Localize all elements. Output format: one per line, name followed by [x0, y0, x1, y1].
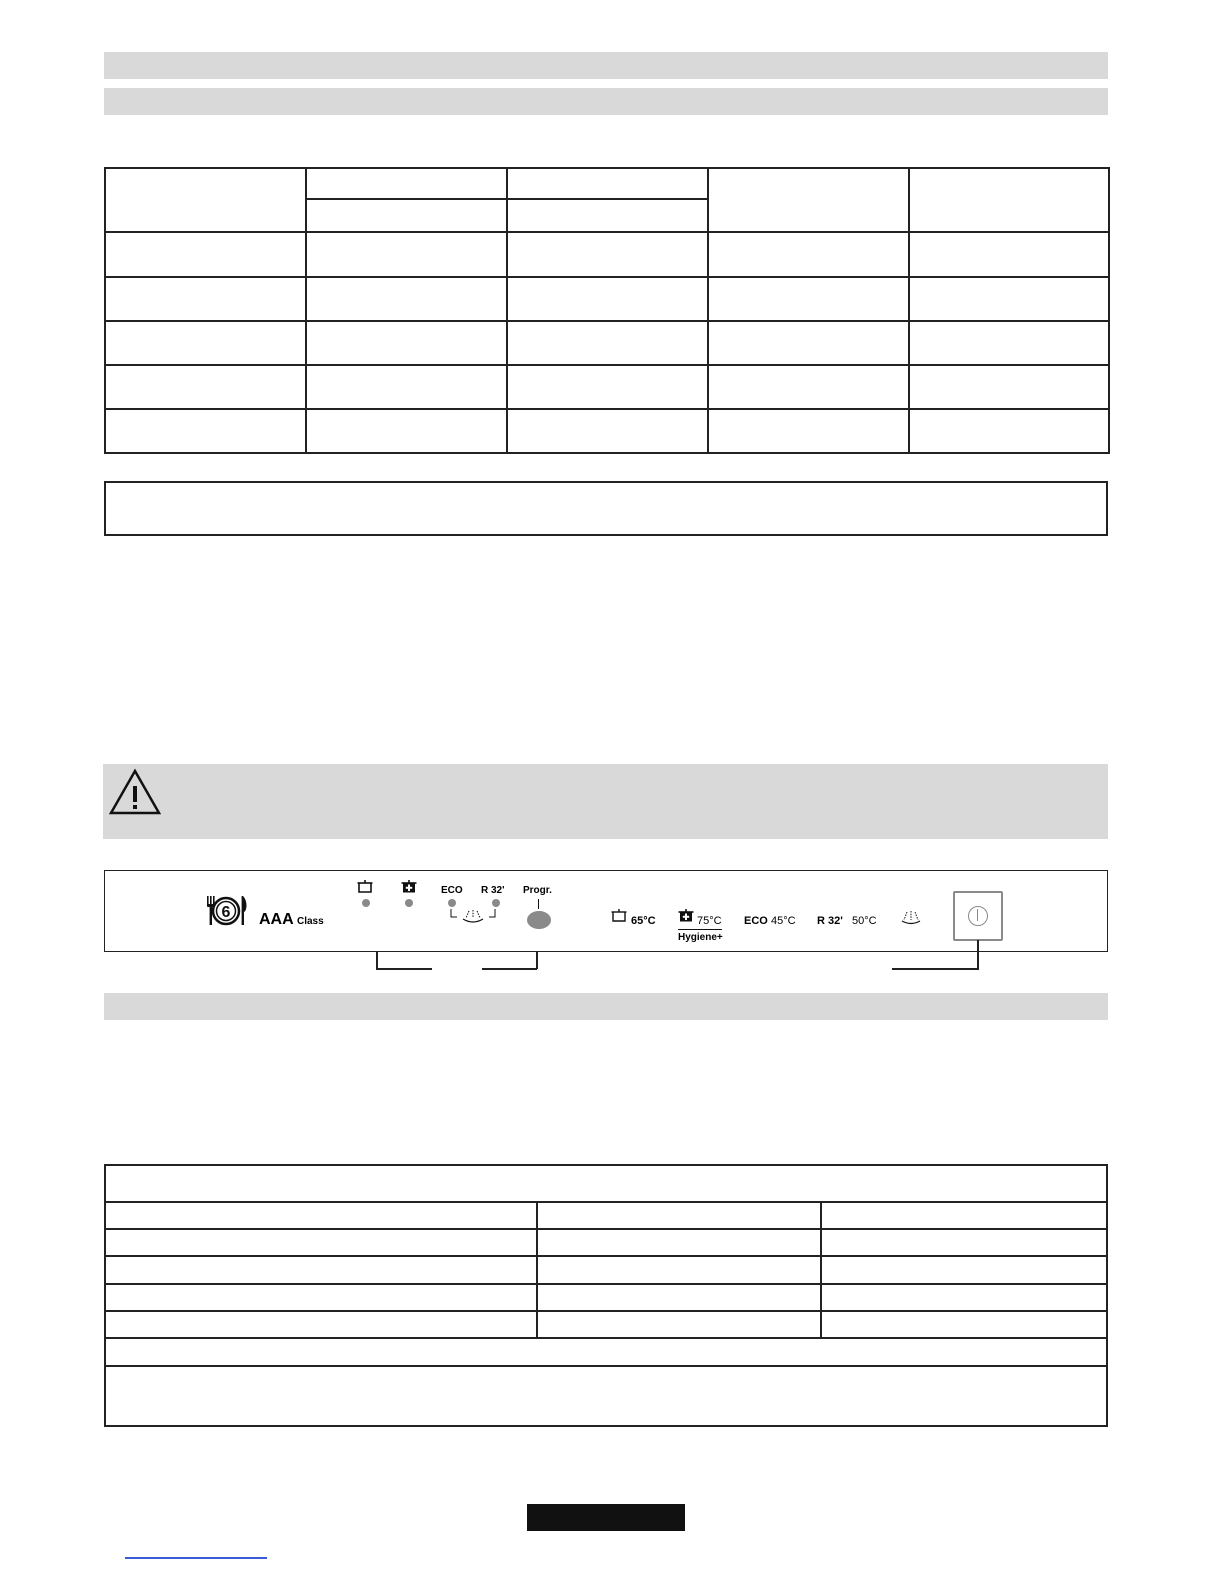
progr-pointer: [538, 899, 539, 909]
header-band-1: [104, 52, 1108, 79]
table-row-divider: [106, 1365, 1106, 1367]
note-box: [104, 481, 1108, 536]
led-hygiene: [405, 899, 413, 907]
progr-label: Progr.: [523, 885, 552, 896]
led-eco: [448, 899, 456, 907]
table-cell: [708, 168, 909, 232]
table-row-divider: [106, 1283, 1106, 1285]
hygiene-pot-icon: [401, 880, 417, 894]
program-eco-temp: 45°C: [771, 915, 796, 927]
place-settings-number: 6: [221, 904, 231, 921]
program-rapid-temp: 50°C: [852, 915, 877, 927]
page-number-tab: [527, 1504, 685, 1531]
footer-link[interactable]: [125, 1557, 267, 1559]
leader-line: [536, 952, 538, 969]
table-cell: [507, 199, 708, 232]
table-cell: [306, 168, 507, 199]
power-button[interactable]: [953, 891, 1003, 941]
program-hygiene-sub: Hygiene+: [678, 932, 723, 943]
warning-icon: [109, 768, 161, 816]
table-cell: [306, 199, 507, 232]
program-button[interactable]: [527, 911, 551, 929]
table-column-divider: [820, 1201, 822, 1338]
leader-line: [892, 968, 979, 970]
table-cell: [909, 168, 1109, 232]
hygiene-pot-icon: [678, 909, 694, 923]
led-rapid: [492, 899, 500, 907]
hygiene-underline: [678, 929, 722, 930]
leader-line: [482, 968, 537, 970]
leader-line: [376, 968, 432, 970]
table-row-divider: [106, 1201, 1106, 1203]
energy-class-rating: AAA: [259, 911, 294, 928]
program-intensive-temp: 65°C: [631, 915, 656, 927]
program-rapid-label: R 32': [817, 915, 843, 927]
pot-icon: [611, 909, 627, 923]
table-row-divider: [106, 1228, 1106, 1230]
table-row: [105, 409, 1109, 453]
table-row: [105, 365, 1109, 409]
eco-led-label: ECO: [441, 885, 463, 896]
power-icon: [968, 906, 988, 926]
table-row: [105, 277, 1109, 321]
header-band-3: [104, 993, 1108, 1020]
table-row-divider: [106, 1310, 1106, 1312]
data-table: [104, 1164, 1108, 1427]
spec-table: [104, 167, 1110, 454]
rapid-led-label: R 32': [481, 885, 505, 896]
energy-class-label: Class: [297, 916, 324, 927]
cutlery-icon: [205, 893, 249, 929]
control-panel: [104, 870, 1108, 952]
warning-box: [103, 764, 1108, 839]
program-eco-label: ECO: [744, 915, 768, 927]
pot-icon: [357, 880, 373, 894]
header-band-2: [104, 88, 1108, 115]
table-cell: [105, 168, 306, 232]
table-row: [105, 321, 1109, 365]
table-row: [105, 232, 1109, 277]
leader-line: [977, 940, 979, 969]
table-row-divider: [106, 1337, 1106, 1339]
table-column-divider: [536, 1201, 538, 1338]
led-intensive: [362, 899, 370, 907]
program-hygiene-temp: 75°C: [697, 915, 722, 927]
table-row-divider: [106, 1255, 1106, 1257]
table-cell: [507, 168, 708, 199]
spray-icon: [447, 907, 499, 927]
leader-line: [376, 952, 378, 969]
spray-icon: [899, 909, 923, 927]
